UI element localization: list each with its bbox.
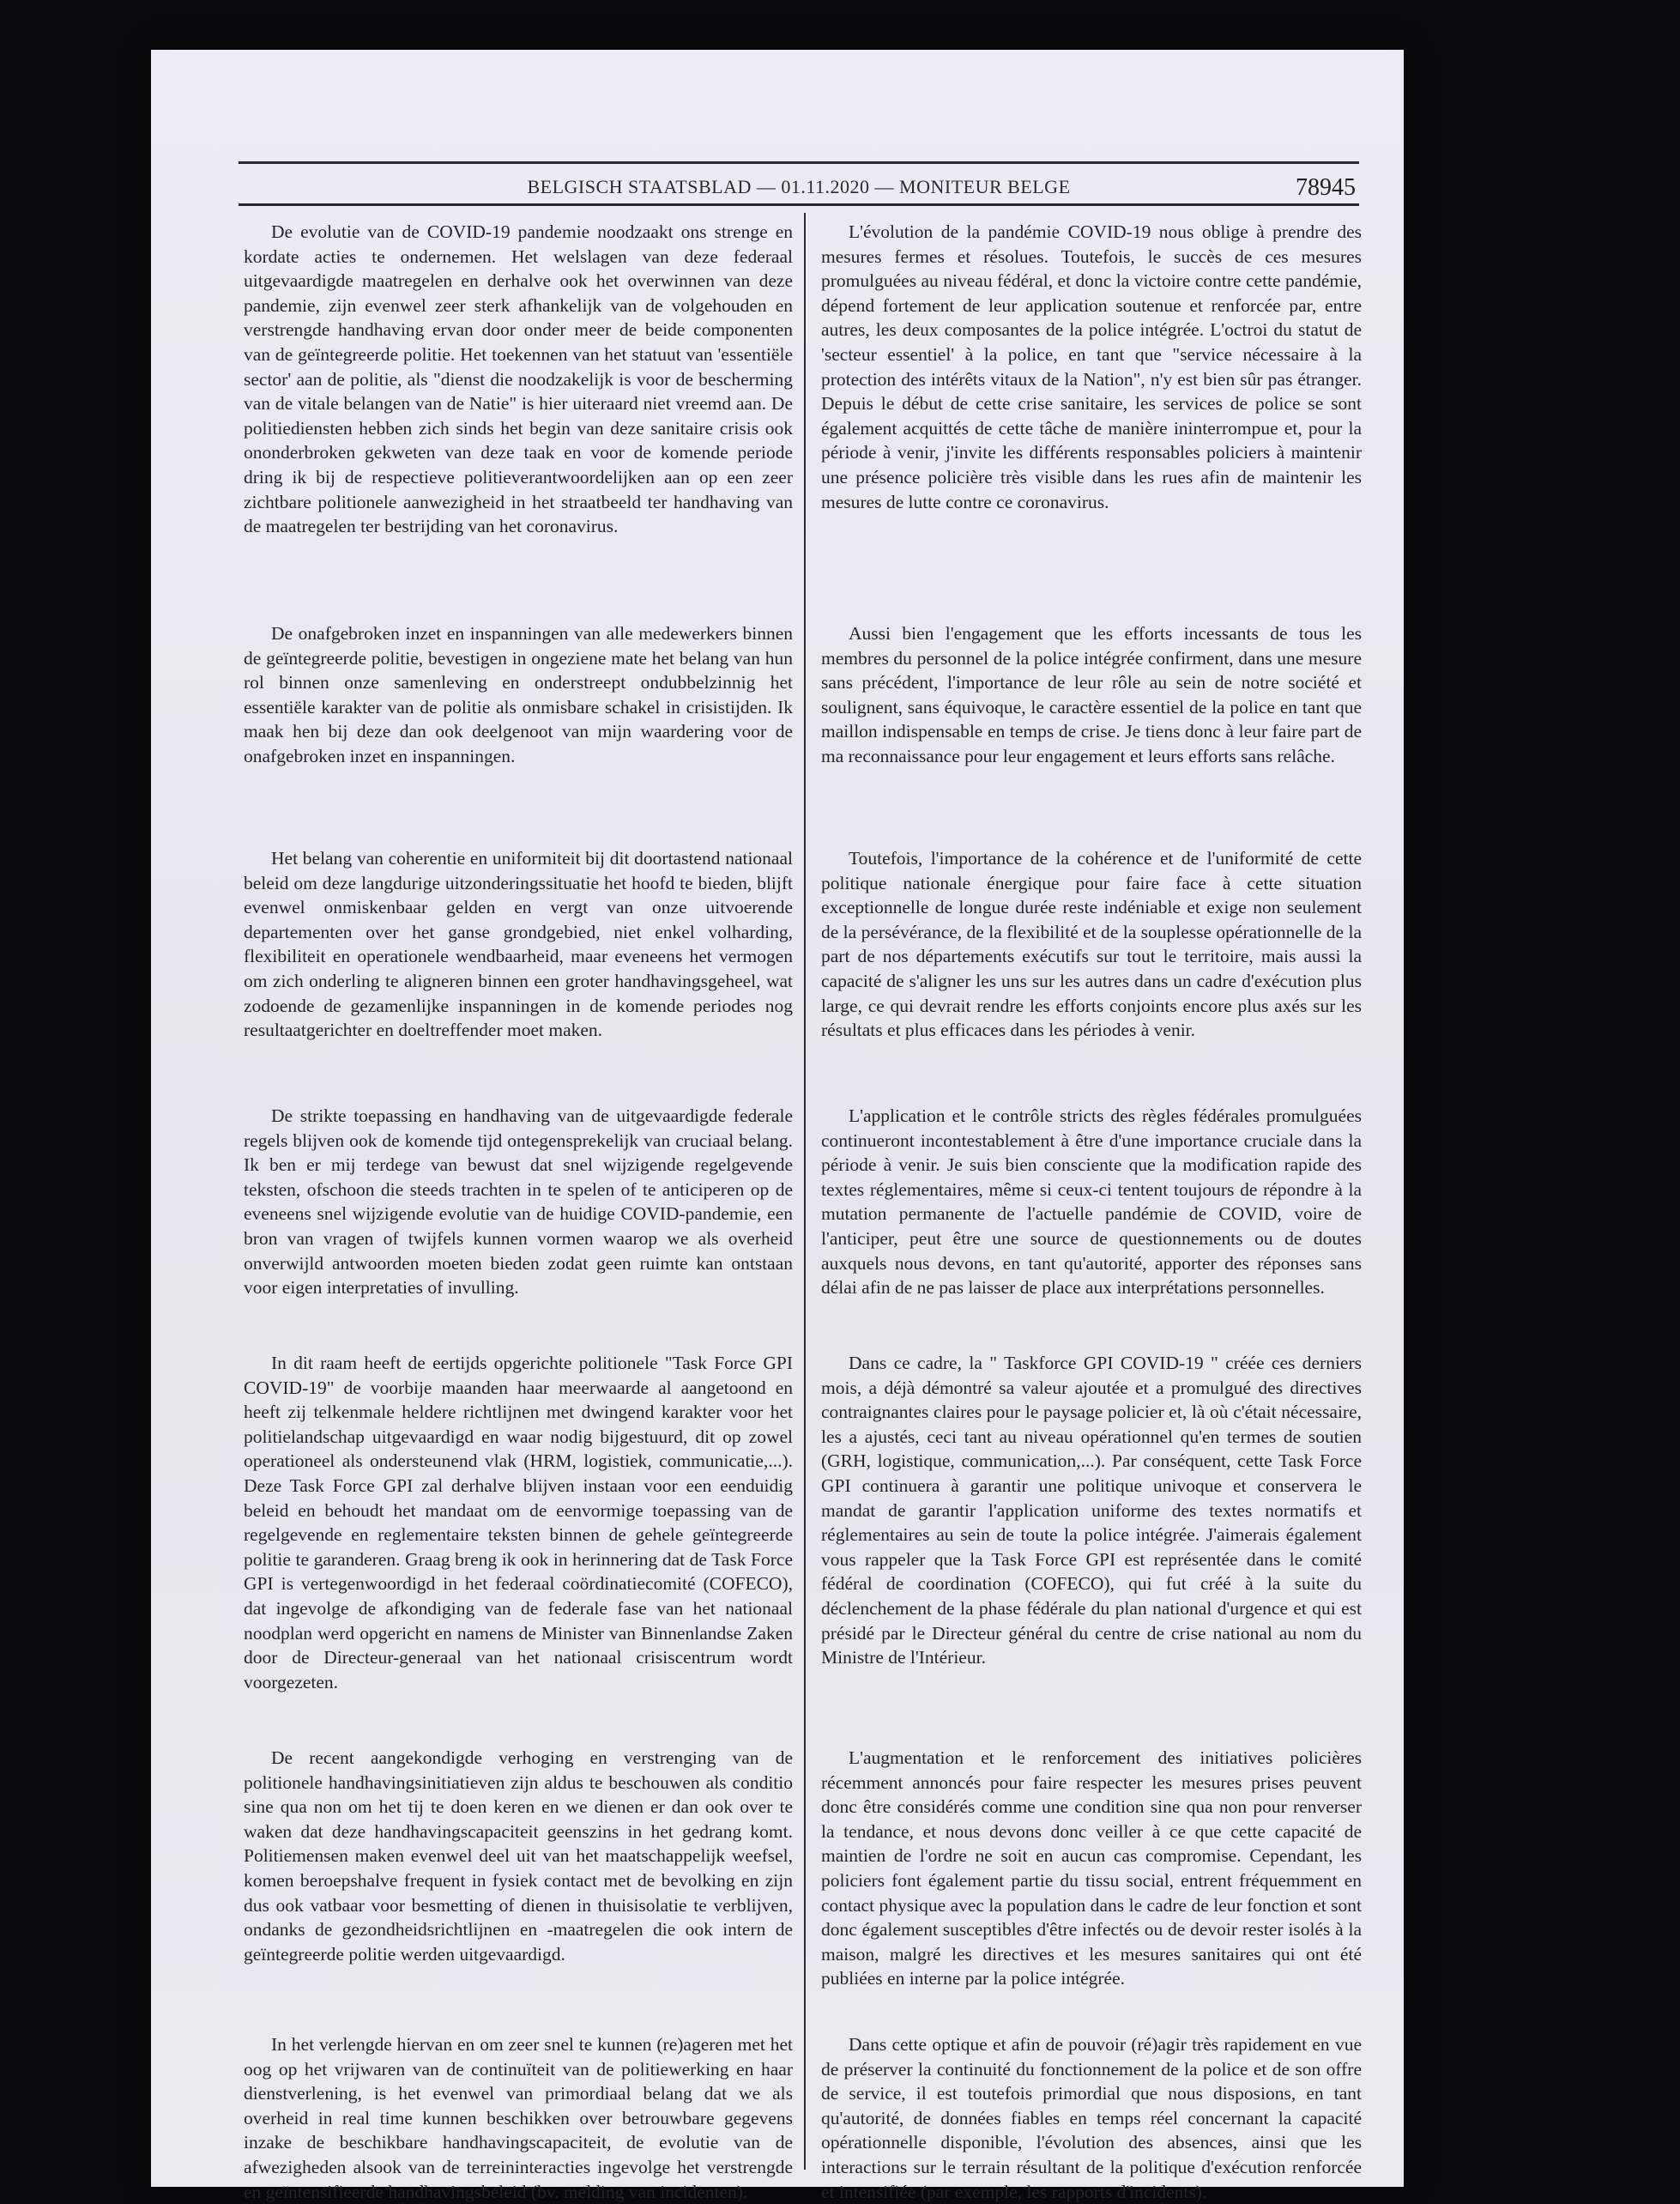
dutch-paragraph-4: De strikte toepassing en handhaving van de uitgevaardigde federale regels blijven ook de komende tijd ontegensprekelijk van cruciaal belang. Ik ben er mij terdege van bewust dat snel wijzigende regelgevende teksten, ofschoon die steeds trachten in te spelen of te anticiperen op de eveneens snel wijzigende evolutie van de huidige COVID-pandemie, een bron van vragen of twijfels kunnen vormen waarop we als overheid onverwijld antwoorden moeten bieden zodat geen ruimte kan ontstaan voor eigen interpretaties of invulling. — [244, 1105, 793, 1299]
dutch-paragraph-5: In dit raam heeft de eertijds opgerichte politionele "Task Force GPI COVID-19" de voorbije maanden haar meerwaarde al aangetoond en heeft zij telkenmale heldere richtlijnen met dwingend karakter voor het politielandschap uitgevaardigd en waar nodig bijgestuurd, dit op zowel operationeel als ondersteunend vlak (HRM, logistiek, communicatie,...). Deze Task Force GPI zal derhalve blijven instaan voor een eenduidig beleid en behoudt het mandaat om de eenvormige toepassing van de regelgevende en reglementaire teksten binnen de gehele geïntegreerde politie te garanderen. Graag breng ik ook in herinnering dat de Task Force GPI is vertegenwoordigd in het federaal coördinatiecomité (COFECO), dat ingevolge de afkondiging van de federale fase van het nationaal noodplan werd opgericht en namens de Minister van Binnenlandse Zaken door de Directeur-generaal van het nationaal crisiscentrum wordt voorgezeten. — [244, 1353, 793, 1692]
french-paragraph-2: Aussi bien l'engagement que les efforts incessants de tous les membres du personnel de la police intégrée confirment, dans une mesure sans précédent, l'importance de leur rôle au sein de notre société et soulignent, sans équivoque, le caractère essentiel de la police en tant que maillon indispensable en temps de crise. Je tiens donc à leur faire part de ma reconnaissance pour leur engagement et leurs efforts sans relâche. — [821, 623, 1362, 766]
french-paragraph-6: L'augmentation et le renforcement des initiatives policières récemment annoncés pour faire respecter les mesures prises peuvent donc être considérés comme une condition sine qua non pour renverser la tendance, et nous devons donc veiller à ce que cette capacité de maintien de l'ordre ne soit en aucun cas compromise. Cependant, les policiers font également partie du tissu social, entrent fréquemment en contact physique avec la population dans le cadre de leur fonction et sont donc également susceptibles d'être infectés ou de devoir rester isolés à la maison, malgré les directives et les mesures sanitaires qui ont été publiées en interne par la police intégrée. — [821, 1747, 1362, 1989]
dutch-paragraph-1: De evolutie van de COVID-19 pandemie noodzaakt ons strenge en kordate acties te ondernemen. Het welslagen van deze federaal uitgevaardigde maatregelen en derhalve ook het overwinnen van deze pandemie, zijn evenwel zeer sterk afhankelijk van de volgehouden en verstrengde handhaving ervan door onder meer de beide componenten van de geïntegreerde politie. Het toekennen van het statuut van 'essentiële sector' aan de politie, als "dienst die noodzakelijk is voor de bescherming van de vitale belangen van de Natie" is hier uiteraard niet vreemd aan. De politiediensten hebben zich sinds het begin van deze sanitaire crisis ook ononderbroken gekweten van deze taak en voor de komende periode dring ik bij de respectieve politieverantwoordelijken aan op een zeer zichtbare politionele aanwezigheid in het straatbeeld ter handhaving van de maatregelen ter bestrijding van het coronavirus. — [244, 221, 793, 537]
gazette-page — [151, 50, 1404, 2202]
dutch-paragraph-7: In het verlengde hiervan en om zeer snel te kunnen (re)ageren met het oog op het vrijwaren van de continuïteit van de politiewerking en haar dienstverlening, is het evenwel van primordiaal belang dat we als overheid in real time kunnen beschikken over betrouwbare gegevens inzake de beschikbare handhavingscapaciteit, de evolutie van de afwezigheden alsook van de terreininteracties ingevolge het verstrengde en geïntensifieerde handhavingsbeleid (bv. melding van incidenten). — [244, 2034, 793, 2202]
dutch-paragraph-2: De onafgebroken inzet en inspanningen van alle medewerkers binnen de geïntegreerde politie, bevestigen in ongeziene mate het belang van hun rol binnen onze samenleving en onderstreept ondubbelzinnig het essentiële karakter van de politie als onmisbare schakel in crisistijden. Ik maak hen bij deze dan ook deelgenoot van mijn waardering voor de onafgebroken inzet en inspanningen. — [244, 623, 793, 766]
dutch-paragraph-3: Het belang van coherentie en uniformiteit bij dit doortastend nationaal beleid om deze langdurige uitzonderingssituatie het hoofd te bieden, blijft evenwel onmiskenbaar gelden en vergt van onze uitvoerende departementen over het ganse grondgebied, niet enkel volharding, flexibiliteit en operationele wendbaarheid, maar eveneens het vermogen om zich onderling te aligneren binnen een groter handhavingsgeheel, wat zodoende de gezamenlijke inspanningen in de komende periodes nog resultaatgerichter en doeltreffender moet maken. — [244, 848, 793, 1041]
page-number: 78945 — [1296, 174, 1356, 201]
dutch-paragraph-6: De recent aangekondigde verhoging en verstrenging van de politionele handhavingsinitiatieven zijn aldus te beschouwen als conditio sine qua non om het tij te doen keren en we dienen er dan ook over te waken dat deze handhavingscapaciteit geenszins in het gedrang komt. Politiemensen maken evenwel deel uit van het maatschappelijk weefsel, komen beroepshalve frequent in fysiek contact met de bevolking en zijn dus ook vatbaar voor besmetting of dienen in thuisisolatie te verblijven, ondanks de gezondheidsrichtlijnen en -maatregelen die ook intern de geïntegreerde politie werden uitgevaardigd. — [244, 1747, 793, 1965]
french-paragraph-7: Dans cette optique et afin de pouvoir (ré)agir très rapidement en vue de préserver la continuité du fonctionnement de la police et de son offre de service, il est toutefois primordial que nous disposions, en tant qu'autorité, de données fiables en temps réel concernant la capacité opérationnelle disponible, l'évolution des absences, ainsi que les interactions sur le terrain résultant de la politique d'exécution renforcée et intensifiée (par exemple, les rapports d'incidents). — [821, 2034, 1362, 2202]
french-paragraph-1: L'évolution de la pandémie COVID-19 nous oblige à prendre des mesures fermes et résolues. Toutefois, le succès de ces mesures promulguées au niveau fédéral, et donc la victoire contre cette pandémie, dépend fortement de leur application soutenue et renforcée par, entre autres, les deux composantes de la police intégrée. L'octroi du statut de 'secteur essentiel' à la police, en tant que "service nécessaire à la protection des intérêts vitaux de la Nation", n'y est bien sûr pas étranger. Depuis le début de cette crise sanitaire, les services de police se sont également acquittés de cette tâche de manière ininterrompue et, pour la période à venir, j'invite les différents responsables policiers à maintenir une présence policière très visible dans les rues afin de maintenir les mesures de lutte contre ce coronavirus. — [821, 221, 1362, 512]
column-divider — [804, 213, 806, 2170]
header-bottom-rule — [239, 203, 1359, 206]
french-paragraph-4: L'application et le contrôle stricts des règles fédérales promulguées continueront incontestablement à être d'une importance cruciale dans la période à venir. Je suis bien consciente que la modification rapide des textes réglementaires, même si ceux-ci tentent toujours de répondre à la mutation permanente de l'actuelle pandémie de COVID, voire de l'anticiper, peut être une source de questionnements ou de doutes auxquels nous devons, en tant qu'autorité, apporter des réponses sans délai afin de ne pas laisser de place aux interprétations personnelles. — [821, 1105, 1362, 1299]
french-column — [821, 220, 1362, 2202]
french-paragraph-5: Dans ce cadre, la " Taskforce GPI COVID-19 " créée ces derniers mois, a déjà démontré sa valeur ajoutée et a promulgué des directives contraignantes claires pour le paysage policier et, là où c'était nécessaire, les a ajustés, ceci tant au niveau opérationnel qu'en termes de soutien (GRH, logistique, communication,...). Par conséquent, cette Task Force GPI continuera à garantir une politique univoque et conservera le mandat de garantir l'application uniforme des textes normatifs et réglementaires au sein de toute la police intégrée. J'aimerais également vous rappeler que la Task Force GPI est représentée dans le comité fédéral de coordination (COFECO), qui fut créé à la suite du déclenchement de la phase fédérale du plan national d'urgence et qui est présidé par le Directeur général du centre de crise national au nom du Ministre de l'Intérieur. — [821, 1353, 1362, 1668]
dutch-column — [244, 220, 793, 2202]
page-header — [239, 161, 1359, 206]
french-paragraph-3: Toutefois, l'importance de la cohérence et de l'uniformité de cette politique nationale énergique pour faire face à cette situation exceptionnelle de longue durée reste indéniable et exige non seulement de la persévérance, de la flexibilité et de la souplesse opérationnelle de la part de nos départements exécutifs sur tout le territoire, mais aussi la capacité de s'aligner les uns sur les autres dans un cadre d'exécution plus large, ce qui devrait rendre les efforts conjoints encore plus axés sur les résultats et plus efficaces dans les périodes à venir. — [821, 848, 1362, 1041]
header-title: BELGISCH STAATSBLAD — 01.11.2020 — MONITEUR BELGE — [527, 176, 1071, 197]
